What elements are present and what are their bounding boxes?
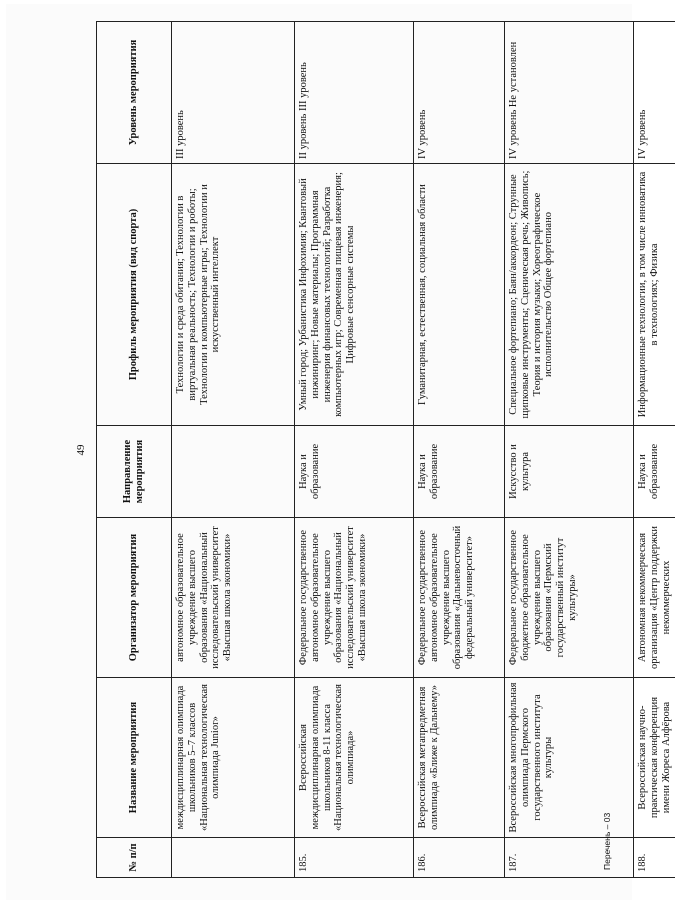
header-name: Название мероприятия — [97, 678, 172, 838]
header-num: № п/п — [97, 838, 172, 878]
events-table — [96, 21, 675, 878]
table-row — [172, 22, 295, 878]
row-num — [172, 838, 295, 878]
page-number: 49 — [75, 444, 87, 456]
table-row — [505, 22, 634, 878]
row-name: междисциплинарная олимпиада школьников 5–7 классов «Национальная технологическая олимпиада Junior» — [172, 678, 295, 838]
row-name: Всероссийская многопрофильная олимпиада Пермского государственного института культуры — [505, 678, 634, 838]
rotated-page — [12, 22, 672, 878]
row-name: Всероссийская междисциплинарная олимпиада школьников 8-11 класса «Национальная технологическая олимпиада» — [295, 678, 414, 838]
row-organizer: Федеральное государственное автономное образовательное учреждение высшего образования «Дальневосточный федеральный университет» — [414, 518, 505, 678]
row-name: Всероссийская научно-практическая конференция имени Жореса Алфёрова — [634, 678, 675, 838]
row-profile: Технологии и среда обитания; Технологии в виртуальная реальность; Технологии и роботы; Технологии и компьютерные игры; Технологии и искусственный интеллект — [172, 164, 295, 426]
header-profile: Профиль мероприятия (вид спорта) — [97, 164, 172, 426]
row-num: 188. — [634, 838, 675, 878]
row-level: IV уровень Не установлен — [505, 22, 634, 164]
table-row — [414, 22, 505, 878]
row-organizer: автономное образовательное учреждение высшего образования «Национальный исследовательский университет «Высшая школа экономики» — [172, 518, 295, 678]
footer-label: Перечень – 03 — [602, 812, 612, 870]
row-num: 187. — [505, 838, 634, 878]
row-level: III уровень — [172, 22, 295, 164]
row-name: Всероссийская метапредметная олимпиада «Ближе к Дальнему» — [414, 678, 505, 838]
row-organizer: Автономная некоммерческая организация «Центр поддержки некоммерческих — [634, 518, 675, 678]
row-level: II уровень III уровень — [295, 22, 414, 164]
table-row — [295, 22, 414, 878]
row-direction: Наука и образование — [295, 426, 414, 518]
row-organizer: Федеральное государственное автономное образовательное учреждение высшего образования «Национальный исследовательский университет «Высшая школа экономики» — [295, 518, 414, 678]
table-header-row — [97, 22, 172, 878]
row-num: 186. — [414, 838, 505, 878]
row-profile: Специальное фортепиано; Баян/аккордеон; Струнные щипковые инструменты; Сценическая речь; Живопись; Теория и история музыки; Хореографическое исполнительство Общее фортепиано — [505, 164, 634, 426]
row-organizer: Федеральное государственное бюджетное образовательное учреждение высшего образования «Пермский государственный институт культуры» — [505, 518, 634, 678]
row-profile: Умный город; Урбанистика Инфохимия; Квантовый инжиниринг; Новые материалы; Программная инженерия финансовых технологий; Разработка компьютерных игр; Современная пищевая инженерия; Цифровые сенсорные системы — [295, 164, 414, 426]
row-profile: Гуманитарная, естественная, социальная области — [414, 164, 505, 426]
header-organizer: Организатор мероприятия — [97, 518, 172, 678]
row-direction: Искусство и культура — [505, 426, 634, 518]
header-direction: Направление мероприятия — [97, 426, 172, 518]
header-level: Уровень мероприятия — [97, 22, 172, 164]
row-level: IV уровень — [634, 22, 675, 164]
row-level: IV уровень — [414, 22, 505, 164]
row-num: 185. — [295, 838, 414, 878]
table-row — [634, 22, 675, 878]
row-direction — [172, 426, 295, 518]
row-profile: Информационные технологии, в том числе инноватика в технологиях; Физика — [634, 164, 675, 426]
row-direction: Наука и образование — [414, 426, 505, 518]
row-direction: Наука и образование — [634, 426, 675, 518]
